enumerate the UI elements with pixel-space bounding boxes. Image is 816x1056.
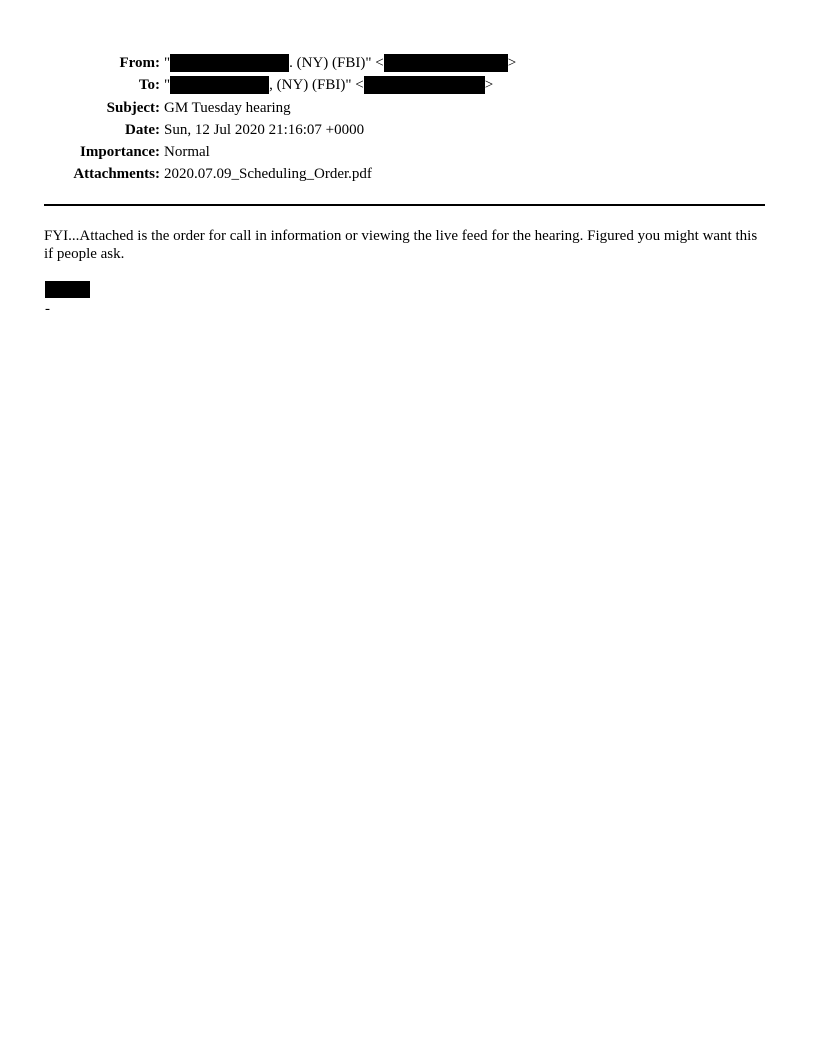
from-prefix: " xyxy=(164,55,171,71)
redaction-box xyxy=(384,54,508,72)
from-middle: . (NY) (FBI)" < xyxy=(289,55,384,71)
redaction-box xyxy=(170,54,289,72)
date-value: Sun, 12 Jul 2020 21:16:07 +0000 xyxy=(164,121,365,138)
importance-row xyxy=(40,141,600,163)
importance-label: Importance: xyxy=(80,144,160,161)
to-row xyxy=(40,74,600,96)
from-suffix: > xyxy=(507,55,517,71)
to-label: To: xyxy=(138,77,160,94)
to-suffix: > xyxy=(484,77,494,94)
subject-value: GM Tuesday hearing xyxy=(164,99,291,116)
attachments-label: Attachments: xyxy=(73,166,160,183)
to-middle: , (NY) (FBI)" < xyxy=(269,77,364,94)
email-header xyxy=(40,52,600,186)
to-prefix: " xyxy=(164,77,171,94)
attachment-filename[interactable]: 2020.07.09_Scheduling_Order.pdf xyxy=(164,166,372,183)
subject-row xyxy=(40,97,600,119)
to-value xyxy=(160,74,493,96)
signature-redaction-box xyxy=(45,281,90,298)
date-row xyxy=(40,119,600,141)
attachments-row xyxy=(40,163,600,185)
date-label: Date: xyxy=(125,121,160,138)
importance-value: Normal xyxy=(164,144,210,161)
from-row xyxy=(40,52,600,74)
from-value xyxy=(160,52,516,74)
subject-label: Subject: xyxy=(106,99,160,116)
redaction-box xyxy=(170,76,269,94)
redaction-box xyxy=(364,76,485,94)
from-label: From: xyxy=(119,55,160,71)
header-divider xyxy=(44,204,765,206)
signature-dash: - xyxy=(45,301,50,317)
email-body: FYI...Attached is the order for call in information or viewing the live feed for the hearing. Figured you might want this if people ask. xyxy=(44,228,758,262)
